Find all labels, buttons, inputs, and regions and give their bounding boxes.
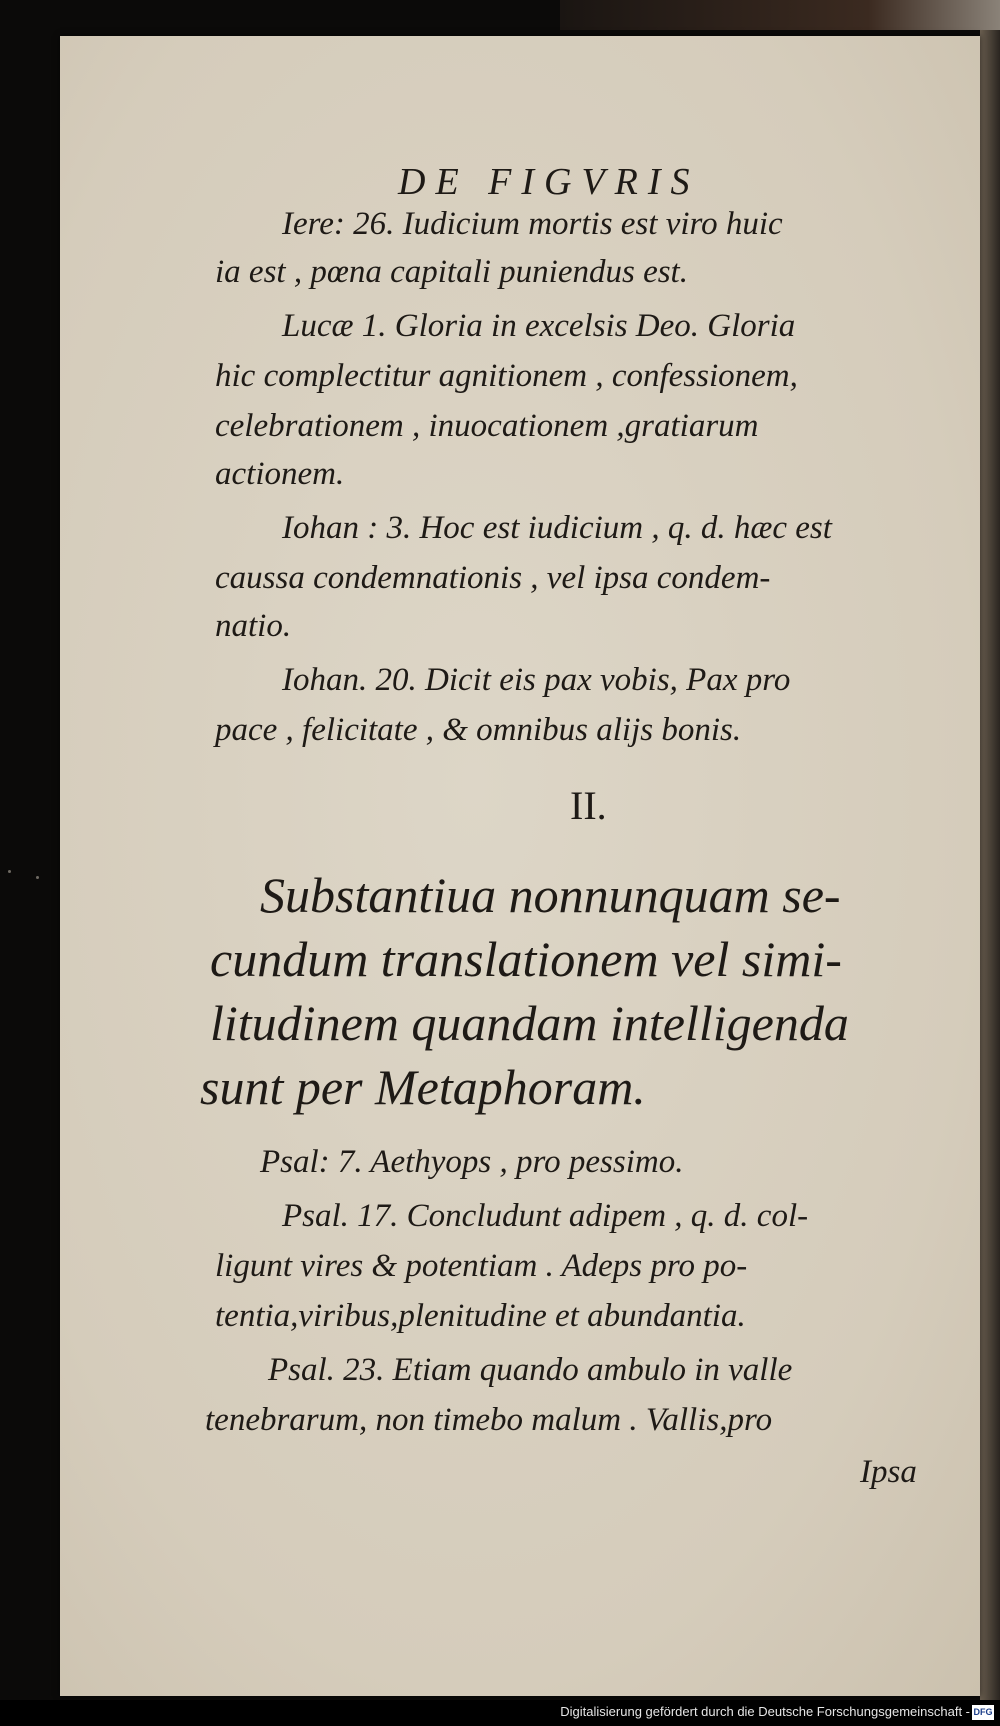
book-edge-top — [560, 0, 1000, 30]
text-line: Iohan. 20. Dicit eis pax vobis, Pax pro — [282, 662, 791, 698]
text-line: Psal. 17. Concludunt adipem , q. d. col- — [282, 1198, 809, 1234]
text-line: ligunt vires & potentiam . Adeps pro po- — [215, 1248, 748, 1284]
text-line: Iohan : 3. Hoc est iudicium , q. d. hæc est — [282, 510, 832, 546]
text-line: Psal: 7. Aethyops , pro pessimo. — [260, 1144, 684, 1180]
rule-line: litudinem quandam intelligenda — [210, 995, 849, 1051]
book-edge-right — [980, 30, 1000, 1700]
book-page — [60, 36, 980, 1696]
catchword: Ipsa — [860, 1454, 917, 1490]
text-line: tentia,viribus,plenitudine et abundantia. — [215, 1298, 746, 1334]
section-numeral: II. — [570, 783, 607, 828]
text-line: actionem. — [215, 456, 345, 492]
dfg-logo: DFG — [972, 1705, 994, 1720]
text-line: Lucæ 1. Gloria in excelsis Deo. Gloria — [282, 308, 796, 344]
scan-dot — [8, 870, 11, 873]
text-line: ia est , pœna capitali puniendus est. — [215, 254, 688, 290]
text-line: pace , felicitate , & omnibus alijs bonis. — [215, 712, 742, 748]
text-line: Iere: 26. Iudicium mortis est viro huic — [282, 206, 783, 242]
text-line: tenebrarum, non timebo malum . Vallis,pro — [205, 1402, 773, 1438]
scan-dot — [36, 876, 39, 879]
text-line: Psal. 23. Etiam quando ambulo in valle — [268, 1352, 793, 1388]
text-line: natio. — [215, 608, 292, 644]
text-line: celebrationem , inuocationem ,gratiarum — [215, 408, 759, 444]
rule-line: sunt per Metaphoram. — [200, 1059, 646, 1115]
footer-credit: Digitalisierung gefördert durch die Deutsche Forschungsgemeinschaft - — [560, 1704, 970, 1719]
footer-bar — [0, 1700, 1000, 1726]
rule-line: Substantiua nonnunquam se- — [260, 867, 841, 923]
running-header: DE FIGVRIS — [398, 161, 700, 203]
rule-line: cundum translationem vel simi- — [210, 931, 842, 987]
text-line: hic complectitur agnitionem , confessionem, — [215, 358, 798, 394]
text-line: caussa condemnationis , vel ipsa condem- — [215, 560, 771, 596]
